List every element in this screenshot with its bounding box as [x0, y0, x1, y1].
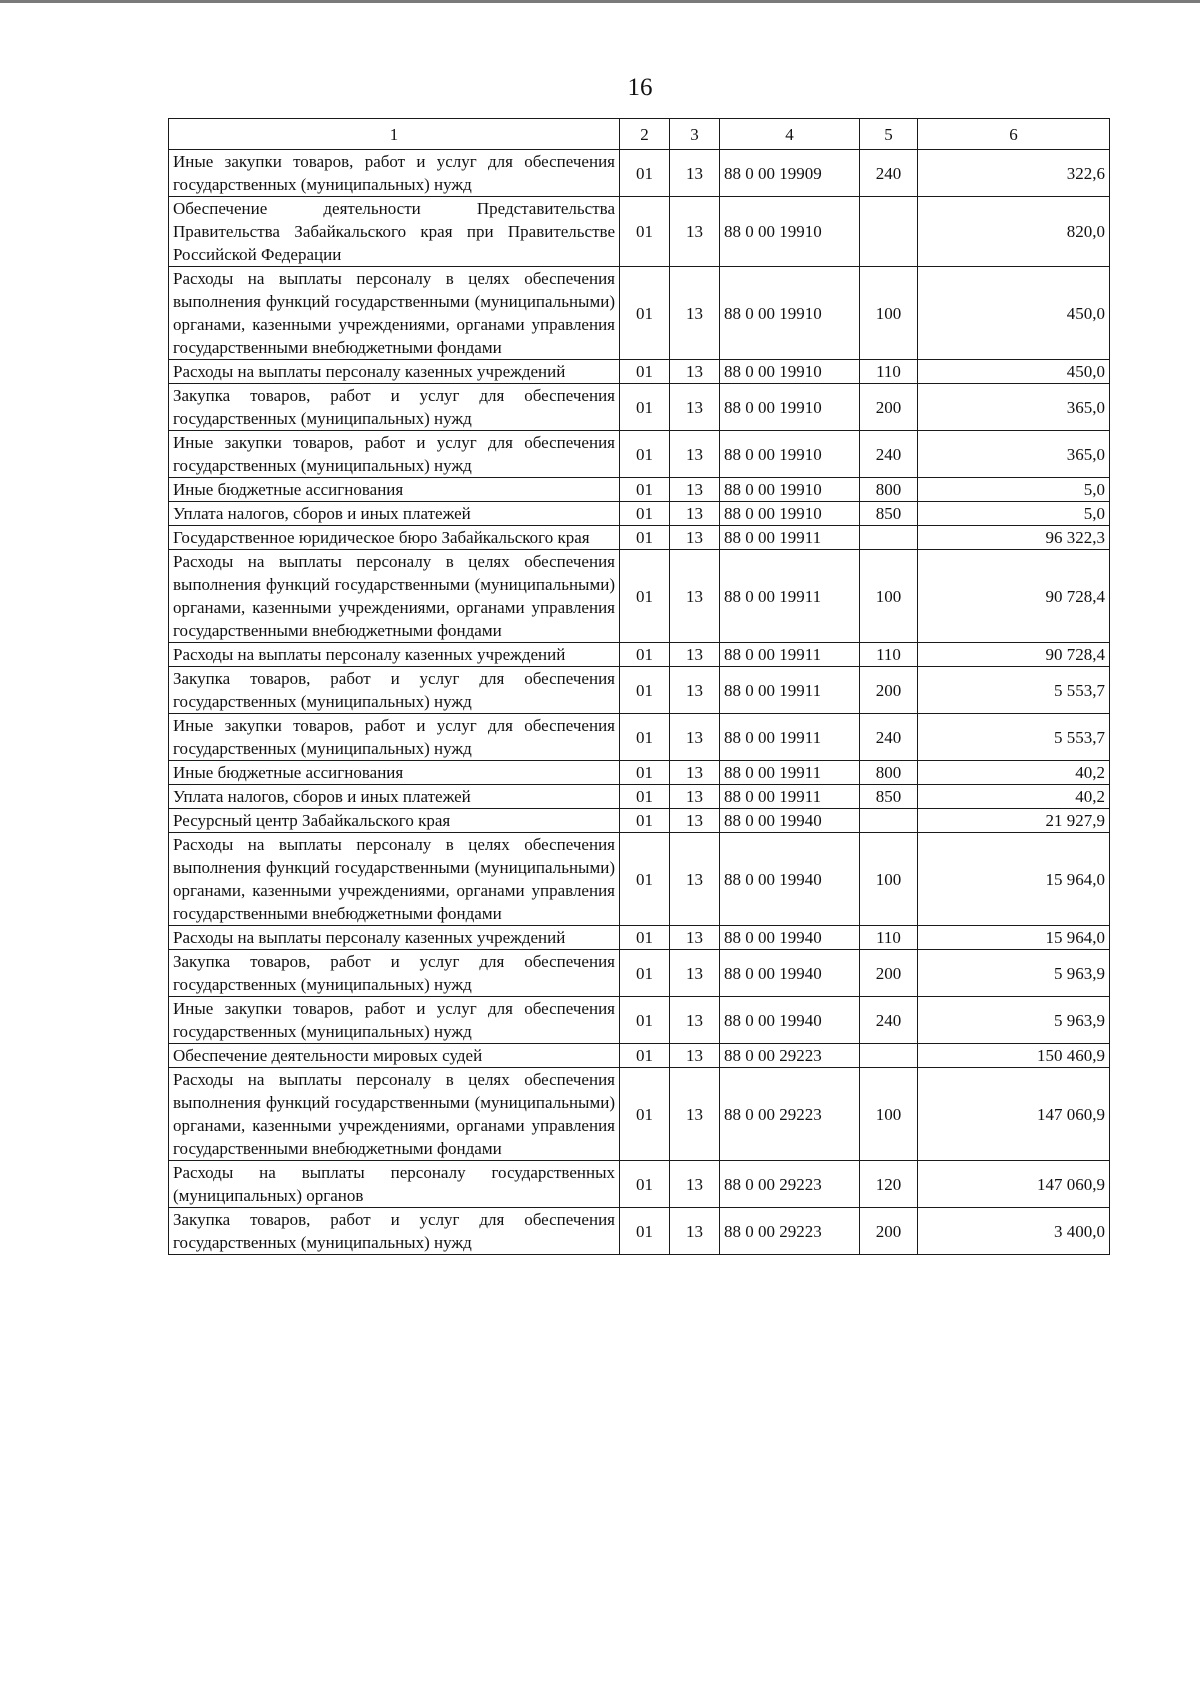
- section-code: 01: [620, 714, 670, 761]
- expense-name: Расходы на выплаты персоналу казенных учреждений: [169, 926, 620, 950]
- target-article-code: 88 0 00 29223: [720, 1068, 860, 1161]
- section-code: 01: [620, 360, 670, 384]
- section-code: 01: [620, 1208, 670, 1255]
- table-row: [169, 1208, 1110, 1255]
- section-code: 01: [620, 950, 670, 997]
- target-article-code: 88 0 00 29223: [720, 1044, 860, 1068]
- subsection-code: 13: [670, 926, 720, 950]
- table-row: [169, 643, 1110, 667]
- expense-type-code: [860, 526, 918, 550]
- section-code: 01: [620, 150, 670, 197]
- target-article-code: 88 0 00 19909: [720, 150, 860, 197]
- table-row: [169, 714, 1110, 761]
- section-code: 01: [620, 785, 670, 809]
- expense-type-code: 800: [860, 761, 918, 785]
- amount-value: 90 728,4: [918, 550, 1110, 643]
- subsection-code: 13: [670, 267, 720, 360]
- expense-name: Иные закупки товаров, работ и услуг для обеспечения государственных (муниципальных) нужд: [169, 150, 620, 197]
- target-article-code: 88 0 00 19910: [720, 384, 860, 431]
- section-code: 01: [620, 197, 670, 267]
- amount-value: 15 964,0: [918, 926, 1110, 950]
- table-row: [169, 197, 1110, 267]
- subsection-code: 13: [670, 714, 720, 761]
- subsection-code: 13: [670, 1044, 720, 1068]
- header-col-3: 3: [670, 119, 720, 150]
- header-col-1: 1: [169, 119, 620, 150]
- target-article-code: 88 0 00 19911: [720, 667, 860, 714]
- table-row: [169, 950, 1110, 997]
- table-row: [169, 150, 1110, 197]
- subsection-code: 13: [670, 360, 720, 384]
- amount-value: 365,0: [918, 431, 1110, 478]
- expense-name: Иные закупки товаров, работ и услуг для обеспечения государственных (муниципальных) нужд: [169, 714, 620, 761]
- section-code: 01: [620, 526, 670, 550]
- subsection-code: 13: [670, 431, 720, 478]
- table-row: [169, 360, 1110, 384]
- target-article-code: 88 0 00 29223: [720, 1208, 860, 1255]
- target-article-code: 88 0 00 19940: [720, 950, 860, 997]
- section-code: 01: [620, 1068, 670, 1161]
- expense-name: Расходы на выплаты персоналу в целях обеспечения выполнения функций государственными (муниципальными) органами, казенными учреждениями, органами управления государственными внебюджетными фондами: [169, 833, 620, 926]
- page-top-edge: [0, 0, 1200, 3]
- amount-value: 5 553,7: [918, 667, 1110, 714]
- table-row: [169, 384, 1110, 431]
- amount-value: 40,2: [918, 761, 1110, 785]
- table-row: [169, 478, 1110, 502]
- amount-value: 5 963,9: [918, 997, 1110, 1044]
- section-code: 01: [620, 809, 670, 833]
- expense-name: Расходы на выплаты персоналу государственных (муниципальных) органов: [169, 1161, 620, 1208]
- section-code: 01: [620, 267, 670, 360]
- target-article-code: 88 0 00 19910: [720, 267, 860, 360]
- expense-type-code: 800: [860, 478, 918, 502]
- section-code: 01: [620, 502, 670, 526]
- expense-type-code: 200: [860, 1208, 918, 1255]
- expense-type-code: 200: [860, 667, 918, 714]
- amount-value: 820,0: [918, 197, 1110, 267]
- budget-table: [168, 118, 1110, 1255]
- section-code: 01: [620, 667, 670, 714]
- expense-name: Уплата налогов, сборов и иных платежей: [169, 785, 620, 809]
- amount-value: 5 553,7: [918, 714, 1110, 761]
- expense-type-code: [860, 197, 918, 267]
- amount-value: 15 964,0: [918, 833, 1110, 926]
- subsection-code: 13: [670, 761, 720, 785]
- target-article-code: 88 0 00 29223: [720, 1161, 860, 1208]
- subsection-code: 13: [670, 643, 720, 667]
- expense-type-code: [860, 809, 918, 833]
- expense-type-code: 110: [860, 360, 918, 384]
- table-row: [169, 785, 1110, 809]
- table-row: [169, 997, 1110, 1044]
- expense-name: Иные бюджетные ассигнования: [169, 478, 620, 502]
- target-article-code: 88 0 00 19910: [720, 502, 860, 526]
- expense-name: Иные бюджетные ассигнования: [169, 761, 620, 785]
- target-article-code: 88 0 00 19910: [720, 431, 860, 478]
- section-code: 01: [620, 643, 670, 667]
- table-header: [169, 119, 1110, 150]
- amount-value: 5,0: [918, 502, 1110, 526]
- target-article-code: 88 0 00 19940: [720, 833, 860, 926]
- header-col-4: 4: [720, 119, 860, 150]
- subsection-code: 13: [670, 1068, 720, 1161]
- header-col-2: 2: [620, 119, 670, 150]
- target-article-code: 88 0 00 19910: [720, 197, 860, 267]
- target-article-code: 88 0 00 19940: [720, 926, 860, 950]
- target-article-code: 88 0 00 19911: [720, 550, 860, 643]
- expense-type-code: 110: [860, 926, 918, 950]
- target-article-code: 88 0 00 19940: [720, 997, 860, 1044]
- expense-name: Расходы на выплаты персоналу казенных учреждений: [169, 360, 620, 384]
- target-article-code: 88 0 00 19911: [720, 643, 860, 667]
- table-row: [169, 267, 1110, 360]
- expense-type-code: 200: [860, 384, 918, 431]
- table-row: [169, 761, 1110, 785]
- subsection-code: 13: [670, 550, 720, 643]
- expense-type-code: 120: [860, 1161, 918, 1208]
- section-code: 01: [620, 478, 670, 502]
- expense-name: Закупка товаров, работ и услуг для обеспечения государственных (муниципальных) нужд: [169, 667, 620, 714]
- table-row: [169, 926, 1110, 950]
- amount-value: 5 963,9: [918, 950, 1110, 997]
- expense-type-code: 240: [860, 997, 918, 1044]
- subsection-code: 13: [670, 502, 720, 526]
- target-article-code: 88 0 00 19911: [720, 714, 860, 761]
- expense-type-code: 240: [860, 431, 918, 478]
- table-row: [169, 809, 1110, 833]
- section-code: 01: [620, 1161, 670, 1208]
- amount-value: 450,0: [918, 267, 1110, 360]
- header-row: [169, 119, 1110, 150]
- target-article-code: 88 0 00 19910: [720, 360, 860, 384]
- amount-value: 96 322,3: [918, 526, 1110, 550]
- table-row: [169, 526, 1110, 550]
- section-code: 01: [620, 926, 670, 950]
- section-code: 01: [620, 550, 670, 643]
- target-article-code: 88 0 00 19911: [720, 761, 860, 785]
- target-article-code: 88 0 00 19940: [720, 809, 860, 833]
- section-code: 01: [620, 997, 670, 1044]
- expense-name: Расходы на выплаты персоналу казенных учреждений: [169, 643, 620, 667]
- expense-type-code: 100: [860, 833, 918, 926]
- expense-type-code: 240: [860, 714, 918, 761]
- subsection-code: 13: [670, 809, 720, 833]
- subsection-code: 13: [670, 667, 720, 714]
- amount-value: 450,0: [918, 360, 1110, 384]
- expense-name: Государственное юридическое бюро Забайкальского края: [169, 526, 620, 550]
- expense-name: Иные закупки товаров, работ и услуг для обеспечения государственных (муниципальных) нужд: [169, 997, 620, 1044]
- table-row: [169, 431, 1110, 478]
- expense-type-code: 100: [860, 550, 918, 643]
- table-row: [169, 1044, 1110, 1068]
- amount-value: 3 400,0: [918, 1208, 1110, 1255]
- subsection-code: 13: [670, 1161, 720, 1208]
- page-number: 16: [627, 74, 653, 101]
- expense-name: Уплата налогов, сборов и иных платежей: [169, 502, 620, 526]
- target-article-code: 88 0 00 19911: [720, 785, 860, 809]
- amount-value: 365,0: [918, 384, 1110, 431]
- table-body: [169, 150, 1110, 1255]
- expense-name: Расходы на выплаты персоналу в целях обеспечения выполнения функций государственными (муниципальными) органами, казенными учреждениями, органами управления государственными внебюджетными фондами: [169, 550, 620, 643]
- section-code: 01: [620, 384, 670, 431]
- table-row: [169, 667, 1110, 714]
- table-row: [169, 1068, 1110, 1161]
- amount-value: 40,2: [918, 785, 1110, 809]
- subsection-code: 13: [670, 950, 720, 997]
- expense-name: Ресурсный центр Забайкальского края: [169, 809, 620, 833]
- amount-value: 150 460,9: [918, 1044, 1110, 1068]
- expense-name: Расходы на выплаты персоналу в целях обеспечения выполнения функций государственными (муниципальными) органами, казенными учреждениями, органами управления государственными внебюджетными фондами: [169, 1068, 620, 1161]
- expense-type-code: 850: [860, 785, 918, 809]
- header-col-5: 5: [860, 119, 918, 150]
- expense-type-code: [860, 1044, 918, 1068]
- expense-name: Закупка товаров, работ и услуг для обеспечения государственных (муниципальных) нужд: [169, 384, 620, 431]
- subsection-code: 13: [670, 526, 720, 550]
- expense-type-code: 100: [860, 1068, 918, 1161]
- section-code: 01: [620, 833, 670, 926]
- amount-value: 147 060,9: [918, 1068, 1110, 1161]
- expense-type-code: 110: [860, 643, 918, 667]
- expense-name: Расходы на выплаты персоналу в целях обеспечения выполнения функций государственными (муниципальными) органами, казенными учреждениями, органами управления государственными внебюджетными фондами: [169, 267, 620, 360]
- amount-value: 322,6: [918, 150, 1110, 197]
- table-row: [169, 502, 1110, 526]
- expense-name: Закупка товаров, работ и услуг для обеспечения государственных (муниципальных) нужд: [169, 1208, 620, 1255]
- expense-name: Закупка товаров, работ и услуг для обеспечения государственных (муниципальных) нужд: [169, 950, 620, 997]
- subsection-code: 13: [670, 384, 720, 431]
- section-code: 01: [620, 761, 670, 785]
- expense-type-code: 850: [860, 502, 918, 526]
- subsection-code: 13: [670, 1208, 720, 1255]
- expense-type-code: 240: [860, 150, 918, 197]
- section-code: 01: [620, 1044, 670, 1068]
- table-row: [169, 833, 1110, 926]
- amount-value: 90 728,4: [918, 643, 1110, 667]
- expense-name: Иные закупки товаров, работ и услуг для обеспечения государственных (муниципальных) нужд: [169, 431, 620, 478]
- section-code: 01: [620, 431, 670, 478]
- subsection-code: 13: [670, 997, 720, 1044]
- target-article-code: 88 0 00 19910: [720, 478, 860, 502]
- expense-name: Обеспечение деятельности мировых судей: [169, 1044, 620, 1068]
- expense-name: Обеспечение деятельности Представительства Правительства Забайкальского края при Правительстве Российской Федерации: [169, 197, 620, 267]
- amount-value: 147 060,9: [918, 1161, 1110, 1208]
- amount-value: 21 927,9: [918, 809, 1110, 833]
- subsection-code: 13: [670, 150, 720, 197]
- target-article-code: 88 0 00 19911: [720, 526, 860, 550]
- subsection-code: 13: [670, 197, 720, 267]
- subsection-code: 13: [670, 478, 720, 502]
- table-row: [169, 1161, 1110, 1208]
- expense-type-code: 200: [860, 950, 918, 997]
- amount-value: 5,0: [918, 478, 1110, 502]
- subsection-code: 13: [670, 833, 720, 926]
- subsection-code: 13: [670, 785, 720, 809]
- table-row: [169, 550, 1110, 643]
- expense-type-code: 100: [860, 267, 918, 360]
- header-col-6: 6: [918, 119, 1110, 150]
